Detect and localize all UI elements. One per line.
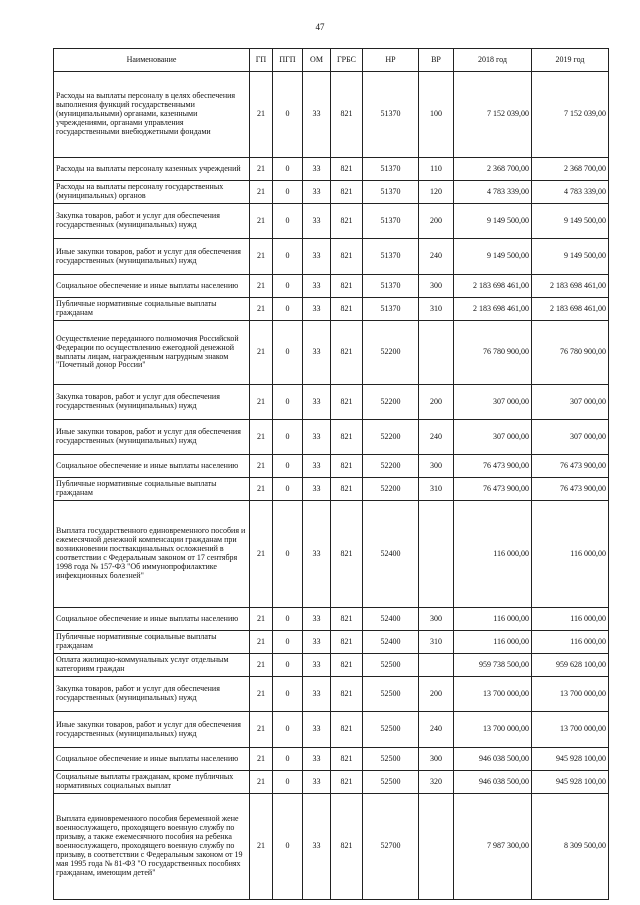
cell-amount-2019: 2 183 698 461,00 (532, 298, 609, 321)
cell-pgp: 0 (273, 321, 303, 385)
cell-pgp: 0 (273, 385, 303, 420)
cell-amount-2018: 9 149 500,00 (454, 204, 532, 239)
cell-om: 33 (303, 654, 331, 677)
cell-amount-2018: 7 987 300,00 (454, 794, 532, 900)
row-name: Публичные нормативные социальные выплаты гражданам (54, 478, 250, 501)
cell-om: 33 (303, 204, 331, 239)
cell-amount-2019: 116 000,00 (532, 608, 609, 631)
cell-amount-2019: 116 000,00 (532, 631, 609, 654)
cell-grbs: 821 (331, 478, 363, 501)
cell-om: 33 (303, 385, 331, 420)
cell-pgp: 0 (273, 771, 303, 794)
cell-amount-2018: 959 738 500,00 (454, 654, 532, 677)
cell-grbs: 821 (331, 181, 363, 204)
cell-grbs: 821 (331, 72, 363, 158)
cell-gp: 21 (250, 677, 273, 712)
cell-vr (419, 794, 454, 900)
cell-pgp: 0 (273, 181, 303, 204)
row-name: Социальное обеспечение и иные выплаты населению (54, 455, 250, 478)
col-header-om: ОМ (303, 49, 331, 72)
cell-amount-2019: 9 149 500,00 (532, 239, 609, 275)
cell-amount-2019: 9 149 500,00 (532, 204, 609, 239)
cell-grbs: 821 (331, 204, 363, 239)
cell-np: 52400 (363, 608, 419, 631)
cell-np: 51370 (363, 72, 419, 158)
cell-om: 33 (303, 608, 331, 631)
cell-pgp: 0 (273, 712, 303, 748)
cell-amount-2018: 7 152 039,00 (454, 72, 532, 158)
cell-pgp: 0 (273, 654, 303, 677)
cell-vr: 240 (419, 712, 454, 748)
cell-om: 33 (303, 455, 331, 478)
cell-om: 33 (303, 712, 331, 748)
cell-gp: 21 (250, 748, 273, 771)
col-header-grbs: ГРБС (331, 49, 363, 72)
cell-pgp: 0 (273, 501, 303, 608)
cell-amount-2019: 116 000,00 (532, 501, 609, 608)
cell-om: 33 (303, 275, 331, 298)
row-name: Расходы на выплаты персоналу казенных учреждений (54, 158, 250, 181)
cell-amount-2018: 13 700 000,00 (454, 712, 532, 748)
table-row (54, 654, 609, 677)
cell-om: 33 (303, 677, 331, 712)
row-name: Социальные выплаты гражданам, кроме публичных нормативных социальных выплат (54, 771, 250, 794)
cell-np: 52400 (363, 631, 419, 654)
cell-om: 33 (303, 794, 331, 900)
cell-amount-2018: 307 000,00 (454, 420, 532, 455)
table-row (54, 677, 609, 712)
cell-om: 33 (303, 321, 331, 385)
cell-grbs: 821 (331, 275, 363, 298)
cell-grbs: 821 (331, 321, 363, 385)
cell-amount-2018: 13 700 000,00 (454, 677, 532, 712)
cell-gp: 21 (250, 631, 273, 654)
cell-amount-2019: 945 928 100,00 (532, 771, 609, 794)
cell-gp: 21 (250, 455, 273, 478)
cell-amount-2019: 13 700 000,00 (532, 712, 609, 748)
table-row (54, 298, 609, 321)
table-row (54, 239, 609, 275)
cell-om: 33 (303, 181, 331, 204)
cell-grbs: 821 (331, 771, 363, 794)
cell-amount-2019: 2 183 698 461,00 (532, 275, 609, 298)
table-row (54, 478, 609, 501)
cell-pgp: 0 (273, 298, 303, 321)
cell-amount-2019: 7 152 039,00 (532, 72, 609, 158)
row-name: Расходы на выплаты персоналу в целях обеспечения выполнения функций государственными (муниципальными) органами, казенными учреждениями, органами управления государственными внебюджетными фондами (54, 72, 250, 158)
table-row (54, 72, 609, 158)
cell-om: 33 (303, 631, 331, 654)
row-name: Оплата жилищно-коммунальных услуг отдельным категориям граждан (54, 654, 250, 677)
cell-np: 51370 (363, 204, 419, 239)
cell-vr: 200 (419, 677, 454, 712)
cell-vr: 300 (419, 748, 454, 771)
cell-gp: 21 (250, 712, 273, 748)
cell-pgp: 0 (273, 608, 303, 631)
cell-grbs: 821 (331, 712, 363, 748)
cell-np: 51370 (363, 239, 419, 275)
cell-pgp: 0 (273, 794, 303, 900)
cell-amount-2019: 959 628 100,00 (532, 654, 609, 677)
table-row (54, 501, 609, 608)
cell-amount-2018: 4 783 339,00 (454, 181, 532, 204)
cell-amount-2019: 307 000,00 (532, 420, 609, 455)
cell-amount-2019: 76 473 900,00 (532, 455, 609, 478)
cell-np: 51370 (363, 158, 419, 181)
cell-amount-2019: 76 780 900,00 (532, 321, 609, 385)
cell-gp: 21 (250, 501, 273, 608)
cell-np: 52500 (363, 654, 419, 677)
cell-gp: 21 (250, 608, 273, 631)
cell-grbs: 821 (331, 748, 363, 771)
cell-pgp: 0 (273, 631, 303, 654)
cell-grbs: 821 (331, 631, 363, 654)
row-name: Иные закупки товаров, работ и услуг для обеспечения государственных (муниципальных) нужд (54, 420, 250, 455)
cell-vr: 100 (419, 72, 454, 158)
row-name: Расходы на выплаты персоналу государственных (муниципальных) органов (54, 181, 250, 204)
cell-np: 52500 (363, 771, 419, 794)
cell-om: 33 (303, 478, 331, 501)
cell-pgp: 0 (273, 420, 303, 455)
cell-pgp: 0 (273, 204, 303, 239)
cell-pgp: 0 (273, 478, 303, 501)
row-name: Социальное обеспечение и иные выплаты населению (54, 608, 250, 631)
cell-vr: 200 (419, 204, 454, 239)
table-row (54, 420, 609, 455)
cell-np: 52500 (363, 748, 419, 771)
cell-amount-2019: 2 368 700,00 (532, 158, 609, 181)
row-name: Социальное обеспечение и иные выплаты населению (54, 748, 250, 771)
col-header-2019: 2019 год (532, 49, 609, 72)
table-row (54, 385, 609, 420)
col-header-gp: ГП (250, 49, 273, 72)
cell-grbs: 821 (331, 794, 363, 900)
cell-pgp: 0 (273, 455, 303, 478)
table-row (54, 275, 609, 298)
cell-gp: 21 (250, 478, 273, 501)
row-name: Выплата государственного единовременного пособия и ежемесячной денежной компенсации гражданам при возникновении поствакцинальных осложнений в соответствии с Федеральным законом от 17 сентября 1998 года № 157-ФЗ "Об иммунопрофилактике инфекционных болезней" (54, 501, 250, 608)
cell-vr (419, 501, 454, 608)
cell-vr: 200 (419, 385, 454, 420)
cell-grbs: 821 (331, 239, 363, 275)
cell-amount-2018: 946 038 500,00 (454, 771, 532, 794)
table-row (54, 771, 609, 794)
table-row (54, 321, 609, 385)
table-row (54, 748, 609, 771)
cell-amount-2018: 76 473 900,00 (454, 478, 532, 501)
cell-gp: 21 (250, 654, 273, 677)
cell-grbs: 821 (331, 420, 363, 455)
row-name: Закупка товаров, работ и услуг для обеспечения государственных (муниципальных) нужд (54, 204, 250, 239)
row-name: Иные закупки товаров, работ и услуг для обеспечения государственных (муниципальных) нужд (54, 239, 250, 275)
cell-np: 52200 (363, 321, 419, 385)
cell-amount-2018: 2 183 698 461,00 (454, 298, 532, 321)
cell-amount-2018: 2 183 698 461,00 (454, 275, 532, 298)
cell-amount-2018: 76 780 900,00 (454, 321, 532, 385)
cell-pgp: 0 (273, 158, 303, 181)
row-name: Иные закупки товаров, работ и услуг для обеспечения государственных (муниципальных) нужд (54, 712, 250, 748)
cell-om: 33 (303, 501, 331, 608)
cell-amount-2018: 116 000,00 (454, 631, 532, 654)
cell-amount-2018: 116 000,00 (454, 608, 532, 631)
cell-amount-2018: 116 000,00 (454, 501, 532, 608)
cell-np: 52200 (363, 420, 419, 455)
page-number: 47 (315, 22, 325, 32)
cell-om: 33 (303, 72, 331, 158)
cell-vr: 300 (419, 608, 454, 631)
cell-amount-2019: 13 700 000,00 (532, 677, 609, 712)
cell-grbs: 821 (331, 385, 363, 420)
cell-np: 52700 (363, 794, 419, 900)
cell-gp: 21 (250, 771, 273, 794)
cell-np: 51370 (363, 181, 419, 204)
col-header-name: Наименование (54, 49, 250, 72)
table-row (54, 794, 609, 900)
cell-pgp: 0 (273, 72, 303, 158)
cell-np: 52200 (363, 455, 419, 478)
cell-np: 52500 (363, 712, 419, 748)
row-name: Публичные нормативные социальные выплаты гражданам (54, 298, 250, 321)
header-row (54, 49, 609, 72)
cell-amount-2018: 946 038 500,00 (454, 748, 532, 771)
table-row (54, 608, 609, 631)
row-name: Закупка товаров, работ и услуг для обеспечения государственных (муниципальных) нужд (54, 677, 250, 712)
cell-gp: 21 (250, 72, 273, 158)
cell-np: 52200 (363, 385, 419, 420)
table-row (54, 158, 609, 181)
cell-amount-2019: 307 000,00 (532, 385, 609, 420)
cell-om: 33 (303, 748, 331, 771)
cell-vr: 110 (419, 158, 454, 181)
col-header-pgp: ПГП (273, 49, 303, 72)
cell-np: 52200 (363, 478, 419, 501)
cell-np: 52500 (363, 677, 419, 712)
cell-grbs: 821 (331, 654, 363, 677)
cell-om: 33 (303, 420, 331, 455)
cell-grbs: 821 (331, 298, 363, 321)
table-row (54, 455, 609, 478)
row-name: Осуществление переданного полномочия Российской Федерации по осуществлению ежегодной денежной выплаты лицам, награжденным нагрудным знаком "Почетный донор России" (54, 321, 250, 385)
cell-vr: 310 (419, 631, 454, 654)
cell-amount-2018: 2 368 700,00 (454, 158, 532, 181)
cell-pgp: 0 (273, 239, 303, 275)
cell-np: 52400 (363, 501, 419, 608)
cell-vr: 310 (419, 478, 454, 501)
cell-om: 33 (303, 298, 331, 321)
cell-amount-2018: 9 149 500,00 (454, 239, 532, 275)
cell-vr: 320 (419, 771, 454, 794)
cell-amount-2019: 8 309 500,00 (532, 794, 609, 900)
cell-vr: 300 (419, 275, 454, 298)
cell-np: 51370 (363, 275, 419, 298)
cell-grbs: 821 (331, 677, 363, 712)
cell-gp: 21 (250, 794, 273, 900)
row-name: Публичные нормативные социальные выплаты гражданам (54, 631, 250, 654)
cell-gp: 21 (250, 298, 273, 321)
table-row (54, 181, 609, 204)
budget-table (53, 48, 609, 900)
cell-vr (419, 321, 454, 385)
col-header-2018: 2018 год (454, 49, 532, 72)
table-row (54, 712, 609, 748)
cell-amount-2019: 4 783 339,00 (532, 181, 609, 204)
cell-gp: 21 (250, 239, 273, 275)
cell-gp: 21 (250, 181, 273, 204)
table-row (54, 204, 609, 239)
cell-om: 33 (303, 771, 331, 794)
cell-om: 33 (303, 239, 331, 275)
cell-vr: 120 (419, 181, 454, 204)
cell-grbs: 821 (331, 455, 363, 478)
row-name: Закупка товаров, работ и услуг для обеспечения государственных (муниципальных) нужд (54, 385, 250, 420)
cell-amount-2019: 945 928 100,00 (532, 748, 609, 771)
cell-vr (419, 654, 454, 677)
cell-np: 51370 (363, 298, 419, 321)
cell-gp: 21 (250, 420, 273, 455)
cell-grbs: 821 (331, 158, 363, 181)
cell-amount-2018: 76 473 900,00 (454, 455, 532, 478)
cell-vr: 240 (419, 420, 454, 455)
cell-gp: 21 (250, 321, 273, 385)
table-row (54, 631, 609, 654)
cell-grbs: 821 (331, 608, 363, 631)
cell-pgp: 0 (273, 748, 303, 771)
row-name: Выплата единовременного пособия беременной жене военнослужащего, проходящего военную службу по призыву, а также ежемесячного пособия на ребенка военнослужащего, проходящего военную службу по призыву, в соответствии с Федеральным законом от 19 мая 1995 года № 81-ФЗ "О государственных пособиях гражданам, имеющим детей" (54, 794, 250, 900)
cell-gp: 21 (250, 275, 273, 298)
cell-om: 33 (303, 158, 331, 181)
cell-amount-2019: 76 473 900,00 (532, 478, 609, 501)
cell-amount-2018: 307 000,00 (454, 385, 532, 420)
cell-pgp: 0 (273, 275, 303, 298)
cell-gp: 21 (250, 204, 273, 239)
cell-vr: 300 (419, 455, 454, 478)
cell-vr: 240 (419, 239, 454, 275)
row-name: Социальное обеспечение и иные выплаты населению (54, 275, 250, 298)
cell-vr: 310 (419, 298, 454, 321)
col-header-vr: ВР (419, 49, 454, 72)
cell-pgp: 0 (273, 677, 303, 712)
cell-grbs: 821 (331, 501, 363, 608)
col-header-np: НР (363, 49, 419, 72)
cell-gp: 21 (250, 158, 273, 181)
cell-gp: 21 (250, 385, 273, 420)
